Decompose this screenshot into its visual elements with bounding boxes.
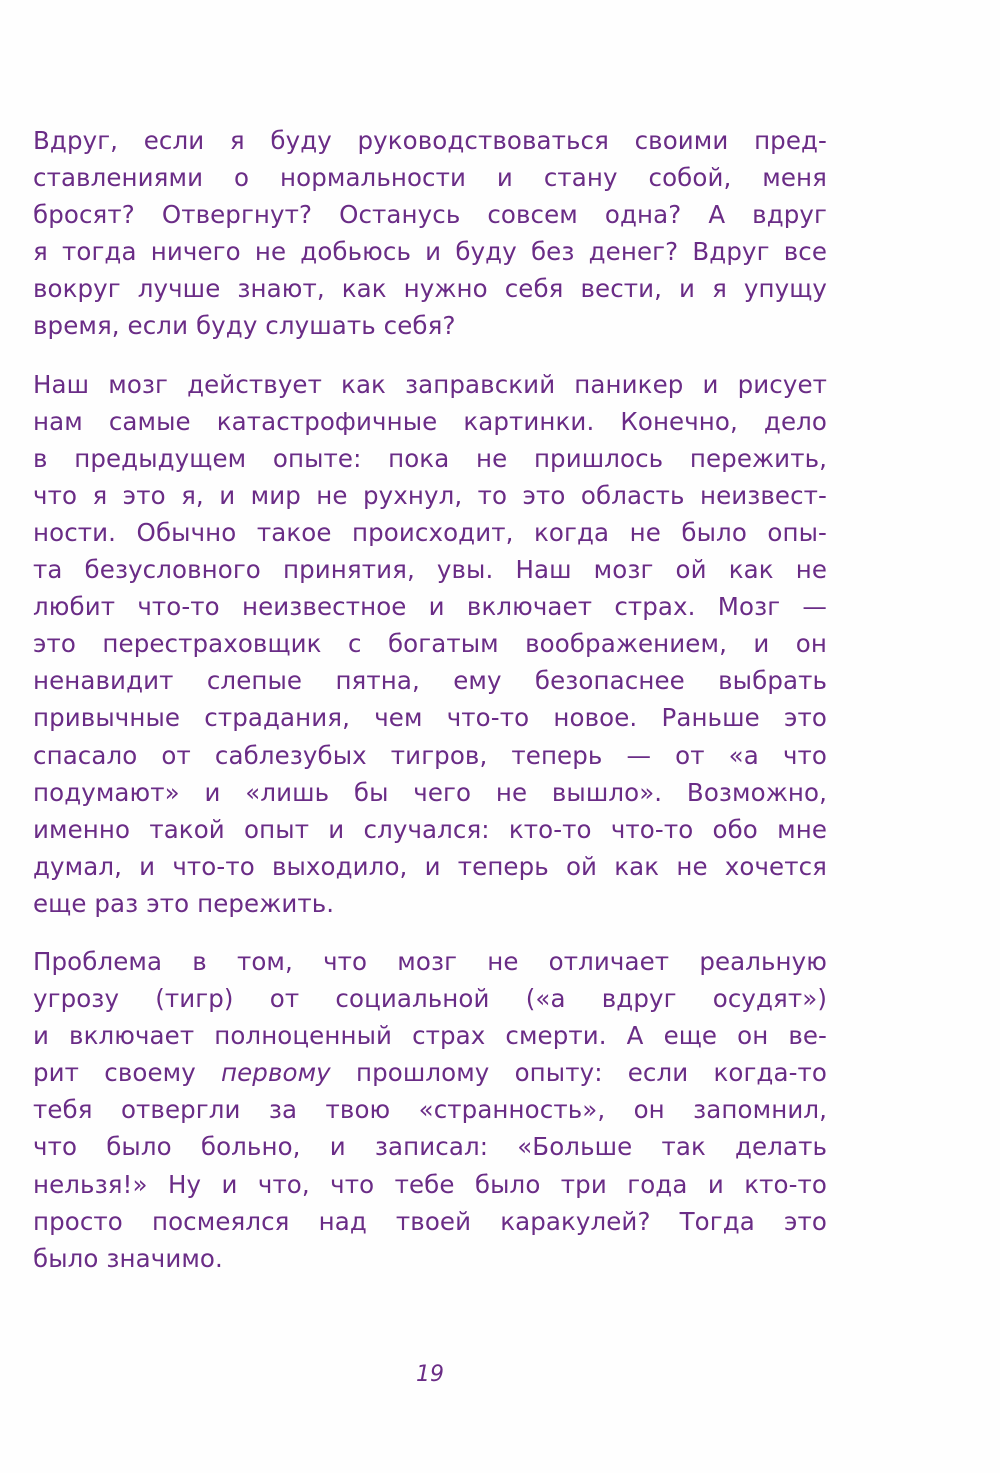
text-segment: что я это я, и мир не рухнул, то это область неизвест- [33,480,827,510]
text-segment: та безусловного принятия, увы. Наш мозг ой как не [33,555,827,585]
paragraph-2 [33,366,827,922]
text-line [33,477,827,514]
text-segment: тебя отвергли за твою «странность», он запомнил, [33,1095,827,1125]
text-segment: ненавидит слепые пятна, ему безопаснее выбрать [33,666,827,696]
text-segment: нельзя!» Ну и что, что тебе было три года и кто-то [33,1169,827,1199]
text-line [33,122,827,159]
paragraph-gap [33,922,827,943]
text-line [33,366,827,403]
text-segment: привычные страдания, чем что-то новое. Раньше это [33,703,827,733]
text-line [33,440,827,477]
text-segment: и включает полноценный страх смерти. А еще он ве- [33,1021,827,1051]
text-segment: ности. Обычно такое происходит, когда не было опы- [33,517,827,547]
text-line [33,1166,827,1203]
text-line [33,1203,827,1240]
text-segment: нам самые катастрофичные картинки. Конечно, дело [33,406,827,436]
text-line [33,625,827,662]
text-line [33,1128,827,1165]
text-line [33,811,827,848]
text-segment: в предыдущем опыте: пока не пришлось пережить, [33,443,827,473]
text-line [33,270,827,307]
text-line [33,403,827,440]
text-line [33,699,827,736]
text-segment: Проблема в том, что мозг не отличает реальную [33,946,827,976]
text-line [33,662,827,699]
text-segment: Вдруг, если я буду руководствоваться своими пред- [33,126,827,155]
text-line [33,1017,827,1054]
text-segment: было значимо. [33,1243,223,1273]
text-line [33,159,827,196]
text-line [33,774,827,811]
paragraph-gap [33,345,827,366]
text-line [33,196,827,233]
text-line [33,551,827,588]
text-segment: это перестраховщик с богатым воображением, и он [33,629,827,659]
text-line [33,1054,827,1091]
italic-text: первому [221,1058,331,1088]
text-line [33,233,827,270]
body-text [33,122,827,1277]
page-number: 19 [416,1362,444,1387]
text-segment: Наш мозг действует как заправский паникер и рисует [33,369,827,399]
text-segment: ставлениями о нормальности и стану собой, меня [33,163,827,193]
text-segment: еще раз это пережить. [33,888,335,918]
text-segment: думал, и что-то выходило, и теперь ой как не хочется [33,851,827,881]
text-line [33,588,827,625]
text-segment: время, если буду слушать себя? [33,311,456,341]
text-segment: я тогда ничего не добьюсь и буду без денег? Вдруг все [33,237,827,267]
text-line [33,1240,827,1277]
text-segment: бросят? Отвергнут? Останусь совсем одна? А вдруг [33,200,827,230]
text-line [33,943,827,980]
text-line [33,885,827,922]
text-segment: что было больно, и записал: «Больше так делать [33,1132,827,1162]
text-segment: именно такой опыт и случался: кто-то что-то обо мне [33,814,827,844]
text-line [33,737,827,774]
text-line [33,848,827,885]
text-segment: угрозу (тигр) от социальной («а вдруг осудят») [33,984,827,1014]
text-segment: любит что-то неизвестное и включает страх. Мозг — [33,592,827,622]
text-segment: подумают» и «лишь бы чего не вышло». Возможно, [33,777,827,807]
text-segment: прошлому опыту: если когда-то [330,1058,827,1088]
paragraph-3 [33,943,827,1277]
text-line [33,980,827,1017]
text-line [33,514,827,551]
text-segment: спасало от саблезубых тигров, теперь — от «а что [33,740,827,770]
text-line [33,1091,827,1128]
text-segment: просто посмеялся над твоей каракулей? Тогда это [33,1206,827,1236]
paragraph-1 [33,122,827,345]
text-segment: вокруг лучше знают, как нужно себя вести, и я упущу [33,274,827,304]
text-line [33,307,827,344]
text-segment: рит своему [33,1058,221,1088]
